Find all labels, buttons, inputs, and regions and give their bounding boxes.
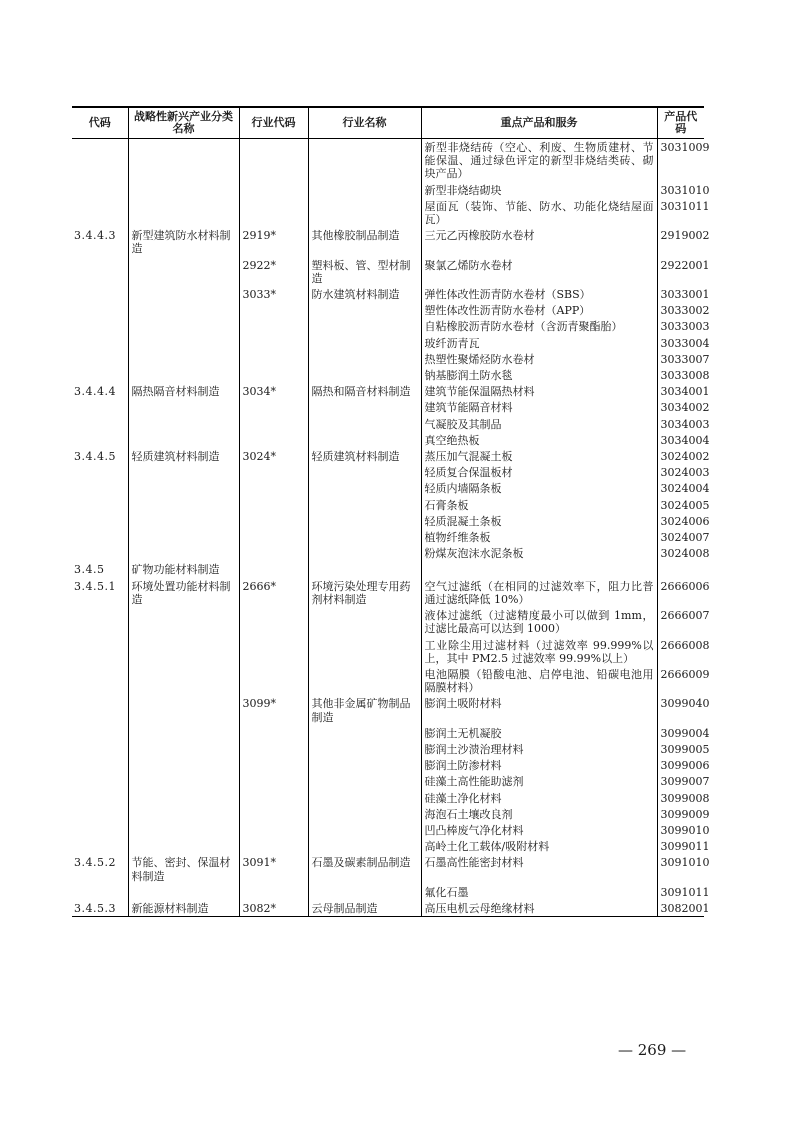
table-row xyxy=(72,741,704,757)
cell-product: 液体过滤纸（过滤精度最小可以做到 1mm，过滤比最高可以达到 1000） xyxy=(421,607,657,636)
cell-category-name xyxy=(128,302,239,318)
cell-product-code: 3099011 xyxy=(657,838,704,854)
cell-category-name xyxy=(128,367,239,383)
cell-product-code: 3031011 xyxy=(657,198,704,227)
cell-product: 石膏条板 xyxy=(421,497,657,513)
cell-code xyxy=(72,302,128,318)
cell-category-name xyxy=(128,399,239,415)
cell-product-code: 3099004 xyxy=(657,725,704,741)
cell-product: 新型非烧结砖（空心、利废、生物质建材、节能保温、通过绿色评定的新型非烧结类砖、砌块产品） xyxy=(421,139,657,182)
cell-industry-name xyxy=(308,497,421,513)
cell-industry-code xyxy=(239,335,308,351)
cell-industry-code xyxy=(239,529,308,545)
cell-category-name xyxy=(128,725,239,741)
cell-category-name xyxy=(128,286,239,302)
cell-code xyxy=(72,666,128,695)
cell-product-code: 3091011 xyxy=(657,884,704,900)
table-row xyxy=(72,432,704,448)
cell-product-code: 2666008 xyxy=(657,637,704,666)
cell-code xyxy=(72,529,128,545)
cell-code xyxy=(72,806,128,822)
cell-industry-code xyxy=(239,464,308,480)
cell-industry-name xyxy=(308,367,421,383)
cell-code xyxy=(72,545,128,561)
cell-product-code xyxy=(657,561,704,577)
table-row xyxy=(72,302,704,318)
cell-product-code: 3091010 xyxy=(657,854,704,883)
cell-category-name: 环境处置功能材料制造 xyxy=(128,578,239,607)
cell-industry-code xyxy=(239,513,308,529)
cell-industry-name: 防水建筑材料制造 xyxy=(308,286,421,302)
cell-product-code: 3033003 xyxy=(657,318,704,334)
cell-product: 气凝胶及其制品 xyxy=(421,416,657,432)
cell-product: 轻质混凝土条板 xyxy=(421,513,657,529)
cell-product-code: 3099010 xyxy=(657,822,704,838)
table-row xyxy=(72,806,704,822)
cell-code xyxy=(72,513,128,529)
cell-category-name xyxy=(128,335,239,351)
table-row xyxy=(72,139,704,182)
cell-industry-name xyxy=(308,757,421,773)
header-product-code: 产品代码 xyxy=(657,107,704,139)
cell-product-code: 3034001 xyxy=(657,383,704,399)
cell-category-name xyxy=(128,773,239,789)
cell-category-name xyxy=(128,666,239,695)
cell-industry-name xyxy=(308,725,421,741)
cell-category-name xyxy=(128,257,239,286)
cell-product-code: 3024005 xyxy=(657,497,704,513)
cell-industry-code xyxy=(239,637,308,666)
cell-product-code: 3031010 xyxy=(657,182,704,198)
cell-category-name xyxy=(128,695,239,724)
cell-product-code: 3031009 xyxy=(657,139,704,182)
cell-product-code: 3033007 xyxy=(657,351,704,367)
cell-product: 轻质内墙隔条板 xyxy=(421,480,657,496)
cell-product-code: 3099008 xyxy=(657,790,704,806)
cell-product: 玻纤沥青瓦 xyxy=(421,335,657,351)
cell-category-name xyxy=(128,790,239,806)
cell-industry-name xyxy=(308,432,421,448)
table-row xyxy=(72,561,704,577)
cell-industry-name xyxy=(308,773,421,789)
cell-code xyxy=(72,182,128,198)
cell-product-code: 3033004 xyxy=(657,335,704,351)
cell-industry-code xyxy=(239,497,308,513)
cell-product-code: 3099005 xyxy=(657,741,704,757)
cell-category-name xyxy=(128,838,239,854)
cell-industry-name xyxy=(308,182,421,198)
table-row xyxy=(72,351,704,367)
table-row xyxy=(72,383,704,399)
cell-industry-code xyxy=(239,139,308,182)
cell-industry-code xyxy=(239,773,308,789)
cell-industry-code xyxy=(239,607,308,636)
table-row xyxy=(72,318,704,334)
cell-category-name xyxy=(128,757,239,773)
cell-industry-name xyxy=(308,607,421,636)
cell-industry-code xyxy=(239,806,308,822)
table-row xyxy=(72,757,704,773)
cell-code xyxy=(72,884,128,900)
cell-product: 膨润土无机凝胶 xyxy=(421,725,657,741)
cell-code xyxy=(72,416,128,432)
table-row xyxy=(72,257,704,286)
cell-industry-name: 环境污染处理专用药剂材料制造 xyxy=(308,578,421,607)
cell-industry-code xyxy=(239,432,308,448)
cell-category-name xyxy=(128,416,239,432)
cell-product: 聚氯乙烯防水卷材 xyxy=(421,257,657,286)
cell-industry-name xyxy=(308,822,421,838)
cell-code xyxy=(72,480,128,496)
table-row xyxy=(72,900,704,917)
cell-code: 3.4.5.2 xyxy=(74,856,116,870)
table-row xyxy=(72,637,704,666)
table-row xyxy=(72,416,704,432)
cell-product-code: 3082001 xyxy=(657,900,704,917)
cell-product: 膨润土防渗材料 xyxy=(421,757,657,773)
cell-code xyxy=(72,790,128,806)
cell-product: 建筑节能保温隔热材料 xyxy=(421,383,657,399)
table-row xyxy=(72,227,704,256)
cell-code xyxy=(72,725,128,741)
cell-industry-code: 2666* xyxy=(239,578,308,607)
cell-product-code: 2666009 xyxy=(657,666,704,695)
table-row xyxy=(72,464,704,480)
cell-industry-code xyxy=(239,399,308,415)
cell-category-name: 矿物功能材料制造 xyxy=(128,561,239,577)
cell-industry-name xyxy=(308,741,421,757)
table-row xyxy=(72,666,704,695)
cell-product: 真空绝热板 xyxy=(421,432,657,448)
cell-category-name: 新型建筑防水材料制造 xyxy=(128,227,239,256)
table-row xyxy=(72,822,704,838)
cell-product: 轻质复合保温板材 xyxy=(421,464,657,480)
cell-product-code: 3024002 xyxy=(657,448,704,464)
cell-industry-name xyxy=(308,561,421,577)
table-row xyxy=(72,773,704,789)
cell-category-name: 节能、密封、保温材料制造 xyxy=(128,854,239,883)
cell-product: 热塑性聚烯烃防水卷材 xyxy=(421,351,657,367)
cell-industry-name xyxy=(308,335,421,351)
cell-category-name xyxy=(128,806,239,822)
cell-code xyxy=(72,198,128,227)
cell-code xyxy=(72,432,128,448)
cell-industry-code xyxy=(239,790,308,806)
cell-category-name xyxy=(128,741,239,757)
cell-industry-code: 3024* xyxy=(239,448,308,464)
cell-code xyxy=(72,607,128,636)
cell-code xyxy=(72,464,128,480)
table-body xyxy=(72,139,710,917)
cell-product: 建筑节能隔音材料 xyxy=(421,399,657,415)
cell-product: 三元乙丙橡胶防水卷材 xyxy=(421,227,657,256)
cell-product-code: 3099006 xyxy=(657,757,704,773)
industry-classification-table xyxy=(72,106,710,917)
cell-code xyxy=(72,637,128,666)
table-row xyxy=(72,448,704,464)
cell-industry-code: 3033* xyxy=(239,286,308,302)
cell-industry-code xyxy=(239,416,308,432)
cell-product: 凹凸棒废气净化材料 xyxy=(421,822,657,838)
cell-code xyxy=(72,773,128,789)
cell-category-name: 轻质建筑材料制造 xyxy=(128,448,239,464)
cell-industry-name xyxy=(308,545,421,561)
cell-code: 3.4.4.3 xyxy=(74,229,116,243)
cell-industry-code xyxy=(239,318,308,334)
cell-code xyxy=(72,139,128,182)
table-row xyxy=(72,838,704,854)
cell-product-code: 3024006 xyxy=(657,513,704,529)
cell-industry-code xyxy=(239,182,308,198)
cell-industry-name: 隔热和隔音材料制造 xyxy=(308,383,421,399)
table-row xyxy=(72,198,704,227)
cell-product: 石墨高性能密封材料 xyxy=(421,854,657,883)
cell-product: 钠基膨润土防水毯 xyxy=(421,367,657,383)
cell-product: 膨润土沙溃治理材料 xyxy=(421,741,657,757)
cell-industry-code: 3091* xyxy=(239,854,308,883)
cell-product: 硅藻土高性能助滤剂 xyxy=(421,773,657,789)
cell-category-name xyxy=(128,182,239,198)
cell-category-name xyxy=(128,822,239,838)
table-row xyxy=(72,884,704,900)
cell-product: 蒸压加气混凝土板 xyxy=(421,448,657,464)
cell-product-code: 2666006 xyxy=(657,578,704,607)
table-row xyxy=(72,480,704,496)
cell-industry-name xyxy=(308,416,421,432)
cell-category-name xyxy=(128,497,239,513)
cell-code xyxy=(72,286,128,302)
cell-category-name xyxy=(128,513,239,529)
cell-industry-code xyxy=(239,302,308,318)
cell-industry-name xyxy=(308,399,421,415)
cell-product-code: 2666007 xyxy=(657,607,704,636)
table-row xyxy=(72,335,704,351)
cell-code xyxy=(72,822,128,838)
header-industry-name: 行业名称 xyxy=(308,107,421,139)
cell-category-name xyxy=(128,480,239,496)
cell-product: 弹性体改性沥青防水卷材（SBS） xyxy=(421,286,657,302)
table-row xyxy=(72,497,704,513)
cell-industry-name xyxy=(308,464,421,480)
cell-industry-code: 3082* xyxy=(239,900,308,917)
table-row xyxy=(72,367,704,383)
cell-industry-code: 3099* xyxy=(239,695,308,724)
table-row xyxy=(72,790,704,806)
cell-product-code: 3024004 xyxy=(657,480,704,496)
table-row xyxy=(72,545,704,561)
cell-industry-name xyxy=(308,318,421,334)
cell-product: 高岭土化工载体/吸附材料 xyxy=(421,838,657,854)
cell-product-code: 3099007 xyxy=(657,773,704,789)
table-row xyxy=(72,529,704,545)
cell-code: 3.4.4.5 xyxy=(74,450,116,464)
cell-product: 硅藻土净化材料 xyxy=(421,790,657,806)
cell-category-name: 隔热隔音材料制造 xyxy=(128,383,239,399)
header-code: 代码 xyxy=(72,107,128,139)
cell-industry-code xyxy=(239,822,308,838)
cell-product-code: 3099009 xyxy=(657,806,704,822)
cell-product-code: 3033001 xyxy=(657,286,704,302)
cell-industry-code xyxy=(239,725,308,741)
cell-industry-code xyxy=(239,545,308,561)
cell-code xyxy=(72,695,128,724)
cell-category-name xyxy=(128,884,239,900)
cell-category-name xyxy=(128,545,239,561)
cell-code xyxy=(72,318,128,334)
cell-industry-name xyxy=(308,198,421,227)
cell-product-code: 3034003 xyxy=(657,416,704,432)
cell-industry-name: 云母制品制造 xyxy=(308,900,421,917)
table-row xyxy=(72,286,704,302)
cell-product-code: 3099040 xyxy=(657,695,704,724)
cell-industry-name xyxy=(308,139,421,182)
header-category-name: 战略性新兴产业分类名称 xyxy=(128,107,239,139)
table-row xyxy=(72,695,704,724)
cell-code: 3.4.5 xyxy=(74,563,105,577)
cell-product: 工业除尘用过滤材料（过滤效率 99.999%以上，其中 PM2.5 过滤效率 99.99%以上） xyxy=(421,637,657,666)
cell-product-code: 3034004 xyxy=(657,432,704,448)
cell-category-name xyxy=(128,198,239,227)
cell-product-code: 3024008 xyxy=(657,545,704,561)
cell-category-name xyxy=(128,637,239,666)
cell-industry-name xyxy=(308,666,421,695)
cell-industry-code xyxy=(239,351,308,367)
cell-code: 3.4.5.3 xyxy=(72,900,128,917)
cell-category-name xyxy=(128,529,239,545)
cell-code xyxy=(72,757,128,773)
cell-industry-name: 其他橡胶制品制造 xyxy=(308,227,421,256)
cell-industry-name xyxy=(308,884,421,900)
cell-industry-name: 其他非金属矿物制品制造 xyxy=(308,695,421,724)
cell-category-name xyxy=(128,351,239,367)
cell-industry-name xyxy=(308,351,421,367)
cell-industry-code: 2919* xyxy=(239,227,308,256)
table-row xyxy=(72,513,704,529)
cell-industry-code xyxy=(239,884,308,900)
cell-industry-code xyxy=(239,367,308,383)
cell-code xyxy=(72,335,128,351)
cell-code xyxy=(72,497,128,513)
table-header-row xyxy=(72,107,704,139)
cell-industry-name xyxy=(308,806,421,822)
cell-product-code: 3033008 xyxy=(657,367,704,383)
cell-category-name xyxy=(128,464,239,480)
cell-category-name xyxy=(128,432,239,448)
cell-code xyxy=(72,399,128,415)
cell-product: 新型非烧结砌块 xyxy=(421,182,657,198)
cell-product-code: 3033002 xyxy=(657,302,704,318)
cell-industry-name xyxy=(308,838,421,854)
cell-product: 粉煤灰泡沫水泥条板 xyxy=(421,545,657,561)
cell-product: 海泡石土壤改良剂 xyxy=(421,806,657,822)
cell-industry-code: 2922* xyxy=(239,257,308,286)
header-key-products: 重点产品和服务 xyxy=(421,107,657,139)
cell-product: 空气过滤纸（在相同的过滤效率下，阻力比普通过滤纸降低 10%） xyxy=(421,578,657,607)
cell-industry-name xyxy=(308,513,421,529)
cell-code xyxy=(72,838,128,854)
cell-industry-name xyxy=(308,302,421,318)
cell-industry-name xyxy=(308,637,421,666)
table-row xyxy=(72,607,704,636)
cell-industry-name: 轻质建筑材料制造 xyxy=(308,448,421,464)
page-number: — 269 — xyxy=(618,1041,687,1059)
cell-industry-code xyxy=(239,561,308,577)
cell-code xyxy=(72,257,128,286)
cell-code xyxy=(72,351,128,367)
cell-product: 自粘橡胶沥青防水卷材（含沥青聚酯胎） xyxy=(421,318,657,334)
table-row xyxy=(72,578,704,607)
cell-industry-code xyxy=(239,757,308,773)
cell-industry-code: 3034* xyxy=(239,383,308,399)
cell-product: 高压电机云母绝缘材料 xyxy=(421,900,657,917)
cell-industry-name xyxy=(308,529,421,545)
cell-category-name xyxy=(128,139,239,182)
cell-code xyxy=(72,367,128,383)
cell-category-name xyxy=(128,607,239,636)
cell-industry-name: 石墨及碳素制品制造 xyxy=(308,854,421,883)
cell-product: 膨润土吸附材料 xyxy=(421,695,657,724)
table-row xyxy=(72,854,704,883)
cell-code xyxy=(72,741,128,757)
cell-product-code: 2919002 xyxy=(657,227,704,256)
cell-product-code: 3034002 xyxy=(657,399,704,415)
header-industry-code: 行业代码 xyxy=(239,107,308,139)
cell-category-name xyxy=(128,318,239,334)
table-row xyxy=(72,399,704,415)
cell-industry-code xyxy=(239,741,308,757)
cell-industry-name xyxy=(308,480,421,496)
table-row xyxy=(72,725,704,741)
cell-product: 屋面瓦（装饰、节能、防水、功能化烧结屋面瓦） xyxy=(421,198,657,227)
cell-product-code: 3024003 xyxy=(657,464,704,480)
cell-product: 氟化石墨 xyxy=(421,884,657,900)
cell-industry-name xyxy=(308,790,421,806)
cell-industry-code xyxy=(239,480,308,496)
cell-product: 塑性体改性沥青防水卷材（APP） xyxy=(421,302,657,318)
cell-industry-code xyxy=(239,838,308,854)
cell-product xyxy=(421,561,657,577)
cell-industry-code xyxy=(239,666,308,695)
cell-industry-name: 塑料板、管、型材制造 xyxy=(308,257,421,286)
cell-product: 植物纤维条板 xyxy=(421,529,657,545)
cell-category-name: 新能源材料制造 xyxy=(128,900,239,917)
cell-industry-code xyxy=(239,198,308,227)
cell-product-code: 2922001 xyxy=(657,257,704,286)
cell-code: 3.4.5.1 xyxy=(74,579,116,593)
table-row xyxy=(72,182,704,198)
cell-code: 3.4.4.4 xyxy=(74,385,116,399)
cell-product: 电池隔膜（铅酸电池、启停电池、铅碳电池用隔膜材料） xyxy=(421,666,657,695)
cell-product-code: 3024007 xyxy=(657,529,704,545)
